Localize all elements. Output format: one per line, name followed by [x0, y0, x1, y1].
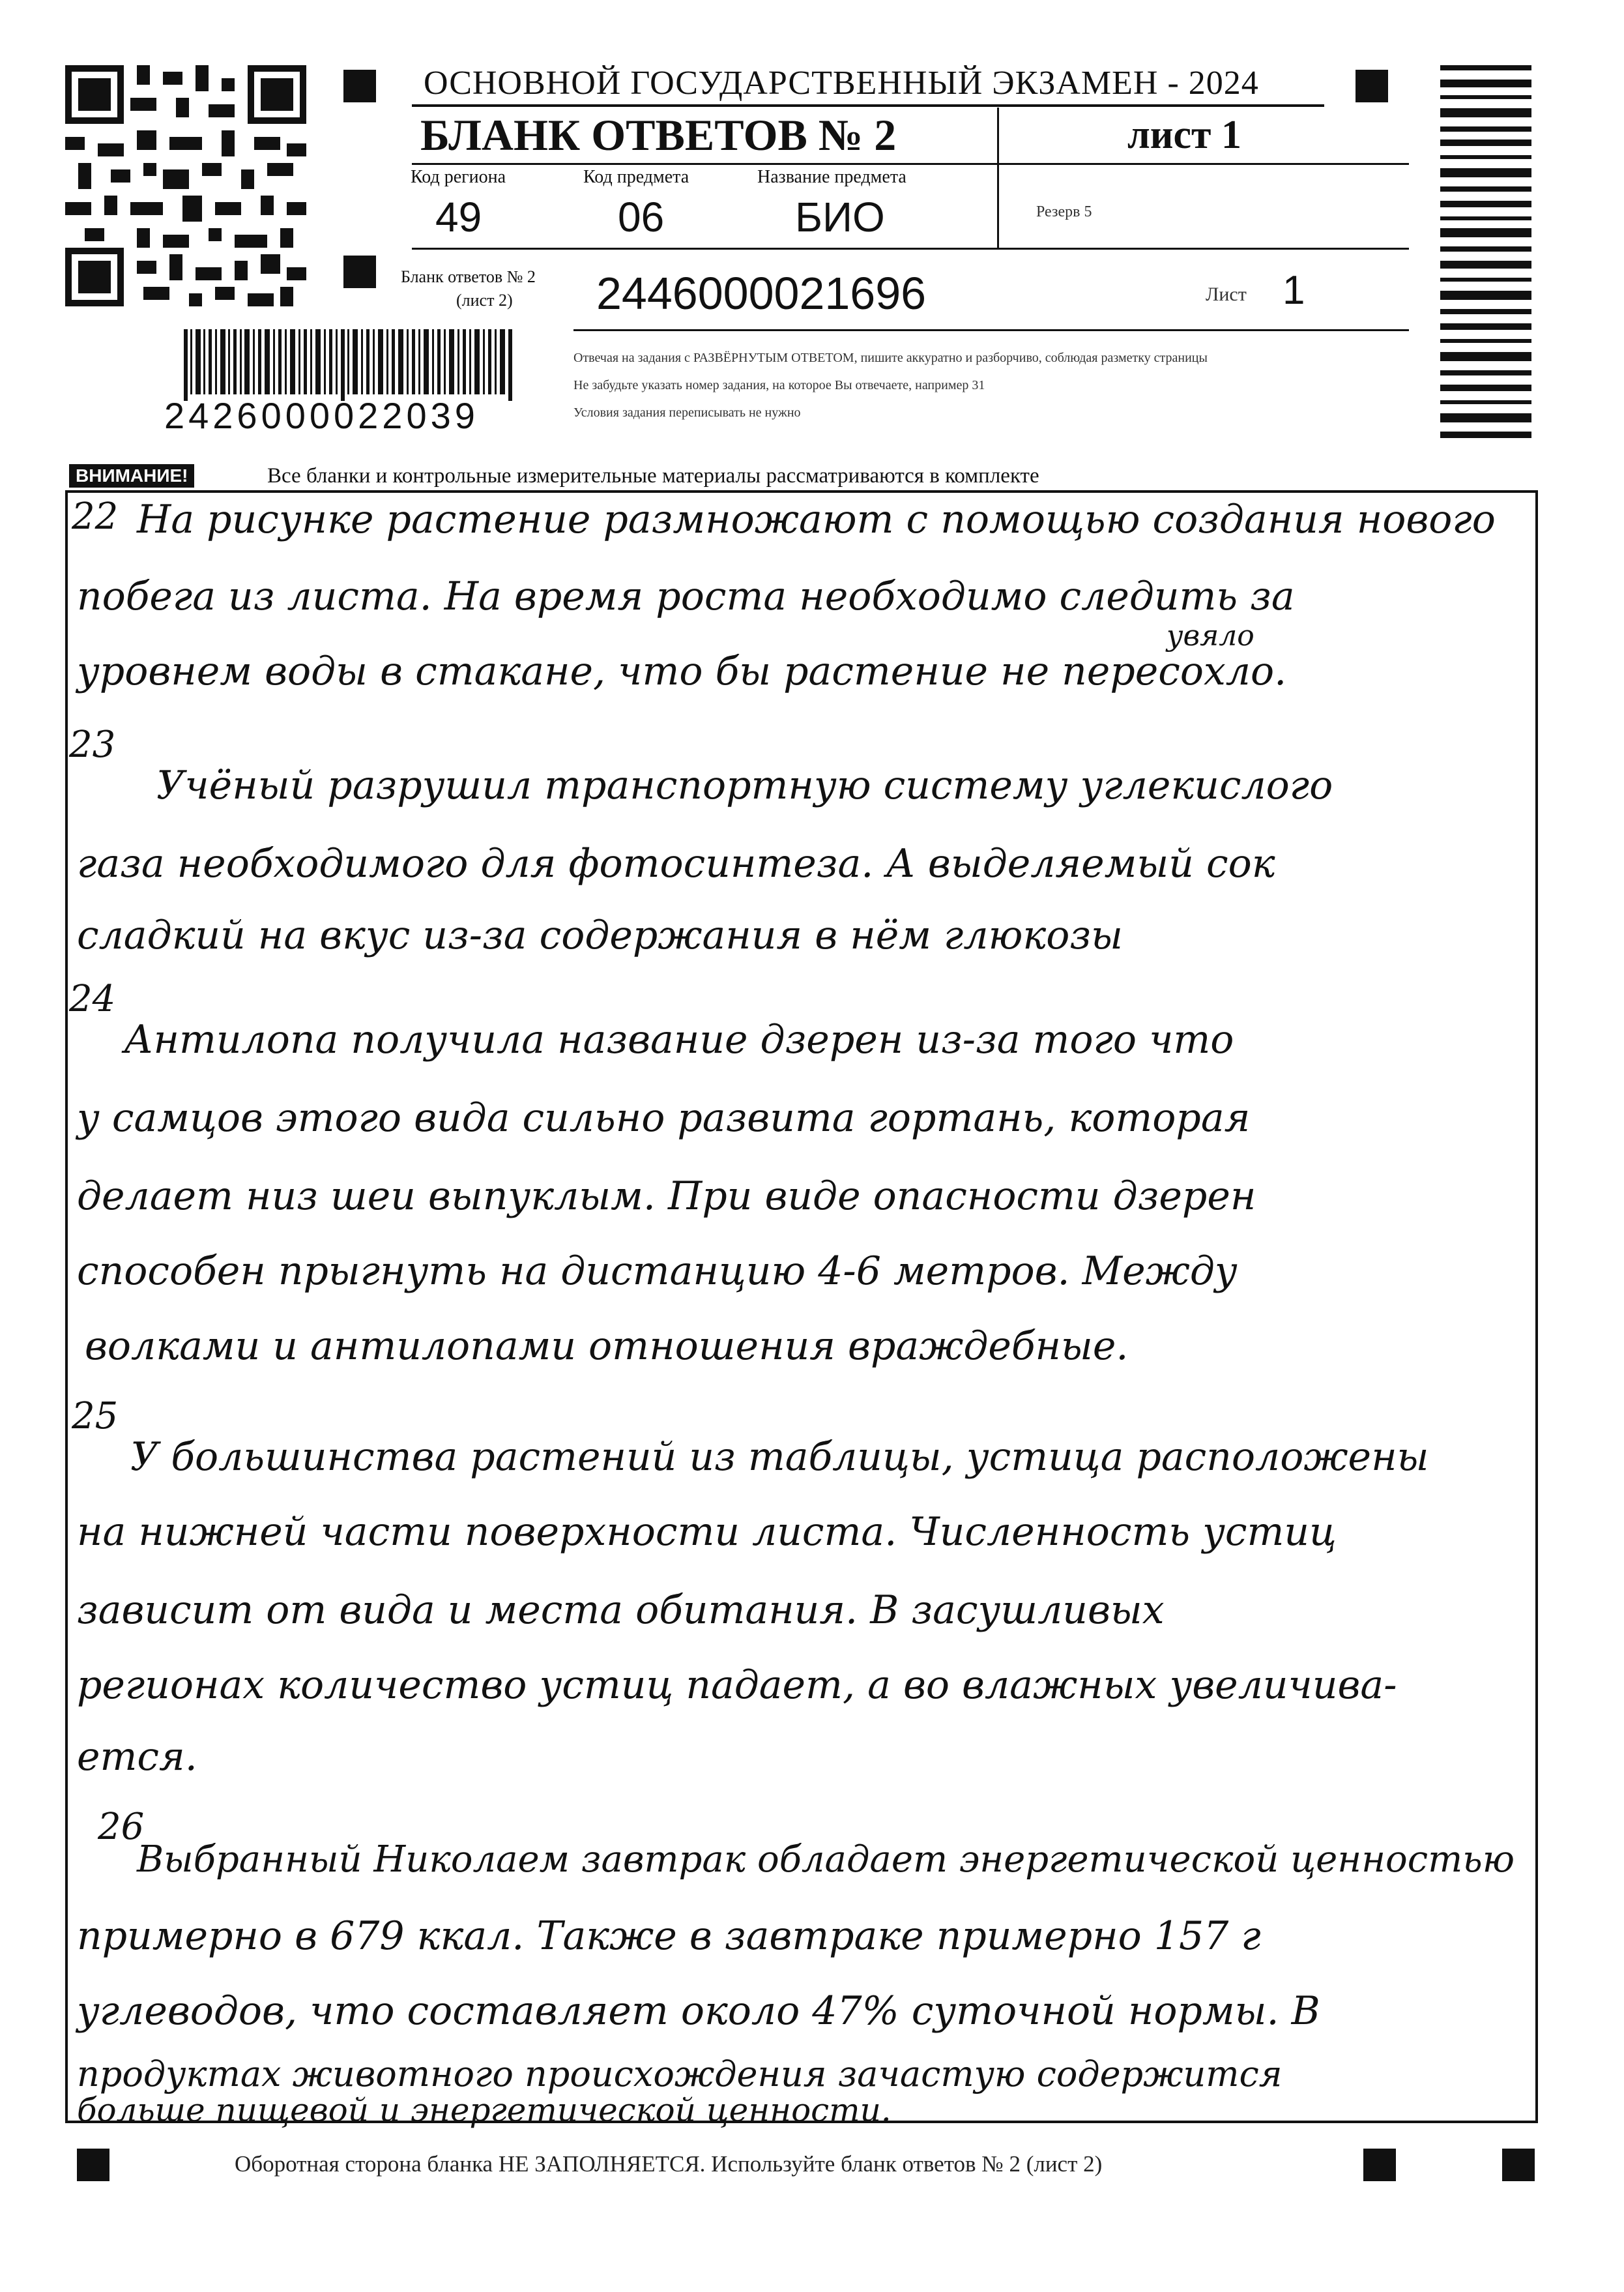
answer-24-line-1: Антилопа получила название дзерен из-за того что — [124, 1017, 1234, 1063]
anchor-square-mid-left — [343, 256, 376, 288]
region-label: Код региона — [411, 167, 506, 187]
header-divider-vertical — [997, 108, 999, 248]
qr-code — [65, 65, 306, 306]
answer-24-line-3: делает низ шеи выпуклым. При виде опасности дзерен — [77, 1173, 1256, 1219]
answer-number-26: 26 — [98, 1806, 145, 1848]
form-barcode — [184, 329, 516, 401]
answer-23-line-3: сладкий на вкус из-за содержания в нём глюкозы — [77, 913, 1123, 958]
reserve-label: Резерв 5 — [1036, 203, 1092, 220]
warning-text: Все бланки и контрольные измерительные материалы рассматриваются в комплекте — [267, 464, 1039, 488]
form-ref-label-2: (лист 2) — [456, 291, 513, 310]
subject-name-value: БИО — [795, 194, 885, 241]
answer-24-line-5: волками и антилопами отношения враждебные. — [85, 1323, 1129, 1369]
answer-number-24: 24 — [69, 978, 116, 1020]
anchor-square-top-right — [1356, 70, 1388, 102]
instruction-1: Отвечая на задания с РАЗВЁРНУТЫМ ОТВЕТОМ, пишите аккуратно и разборчиво, соблюдая разметку страницы — [573, 351, 1208, 365]
warning-badge: ВНИМАНИЕ! — [69, 464, 194, 488]
barcode-number: 2426000022039 — [164, 395, 479, 436]
header-divider-1 — [412, 163, 1409, 165]
answer-24-line-2: у самцов этого вида сильно развита гортань, которая — [77, 1095, 1251, 1141]
anchor-square-top-left — [343, 70, 376, 102]
subject-name-label: Название предмета — [757, 167, 906, 187]
form-name: БЛАНК ОТВЕТОВ № 2 — [420, 110, 897, 160]
answer-26-line-2: примерно в 679 ккал. Также в завтраке примерно 157 г — [77, 1913, 1261, 1959]
exam-title: ОСНОВНОЙ ГОСУДАРСТВЕННЫЙ ЭКЗАМЕН - 2024 — [424, 65, 1259, 102]
side-barcode — [1440, 65, 1531, 443]
answer-25-line-4: регионах количество устиц падает, а во влажных увеличива- — [77, 1662, 1397, 1708]
header-divider-3 — [573, 329, 1409, 331]
answer-25-line-2: на нижней части поверхности листа. Численность устиц — [77, 1509, 1337, 1555]
instruction-2: Не забудьте указать номер задания, на которое Вы отвечаете, например 31 — [573, 378, 985, 392]
footer-note: Оборотная сторона бланка НЕ ЗАПОЛНЯЕТСЯ. Используйте бланк ответов № 2 (лист 2) — [235, 2151, 1103, 2177]
answer-24-line-4: способен прыгнуть на дистанцию 4-6 метров. Между — [77, 1248, 1238, 1294]
header-divider-2 — [412, 248, 1409, 250]
answer-22-correction: увяло — [1167, 619, 1254, 653]
subject-code-label: Код предмета — [583, 167, 689, 187]
subject-code-value: 06 — [618, 194, 665, 241]
title-divider — [412, 104, 1324, 107]
answer-26-line-4: продуктах животного происхождения зачастую содержится — [77, 2053, 1283, 2094]
anchor-square-bottom-3 — [1502, 2149, 1535, 2181]
sheet-label: лист 1 — [1127, 113, 1241, 157]
answer-25-line-5: ется. — [77, 1734, 197, 1780]
instruction-3: Условия задания переписывать не нужно — [573, 405, 801, 420]
form-number: 2446000021696 — [596, 268, 927, 319]
form-ref-label-1: Бланк ответов № 2 — [401, 267, 536, 286]
answer-23-line-2: газа необходимого для фотосинтеза. А выделяемый сок — [77, 841, 1275, 887]
anchor-square-bottom-1 — [77, 2149, 109, 2181]
answer-22-line-1: На рисунке растение размножают с помощью создания нового — [137, 497, 1496, 542]
answer-number-22: 22 — [72, 495, 119, 538]
sheet-number: 1 — [1283, 268, 1305, 313]
answer-26-line-5: больше пищевой и энергетической ценности. — [77, 2091, 892, 2129]
answer-number-25: 25 — [72, 1395, 119, 1437]
answer-number-23: 23 — [69, 724, 116, 766]
answer-26-line-1: Выбранный Николаем завтрак обладает энергетической ценностью — [137, 1838, 1515, 1881]
answer-25-line-1: У большинства растений из таблицы, устица расположены — [130, 1434, 1429, 1480]
answer-23-line-1: Учёный разрушил транспортную систему углекислого — [156, 763, 1333, 808]
answer-22-line-2: побега из листа. На время роста необходимо следить за — [77, 574, 1295, 619]
answer-22-line-3: уровнем воды в стакане, что бы растение не пересохло. — [77, 649, 1287, 694]
region-value: 49 — [435, 194, 482, 241]
answer-26-line-3: углеводов, что составляет около 47% суточной нормы. В — [77, 1988, 1320, 2034]
sheet-word: Лист — [1206, 284, 1247, 305]
answer-25-line-3: зависит от вида и места обитания. В засушливых — [77, 1587, 1165, 1633]
anchor-square-bottom-2 — [1363, 2149, 1396, 2181]
